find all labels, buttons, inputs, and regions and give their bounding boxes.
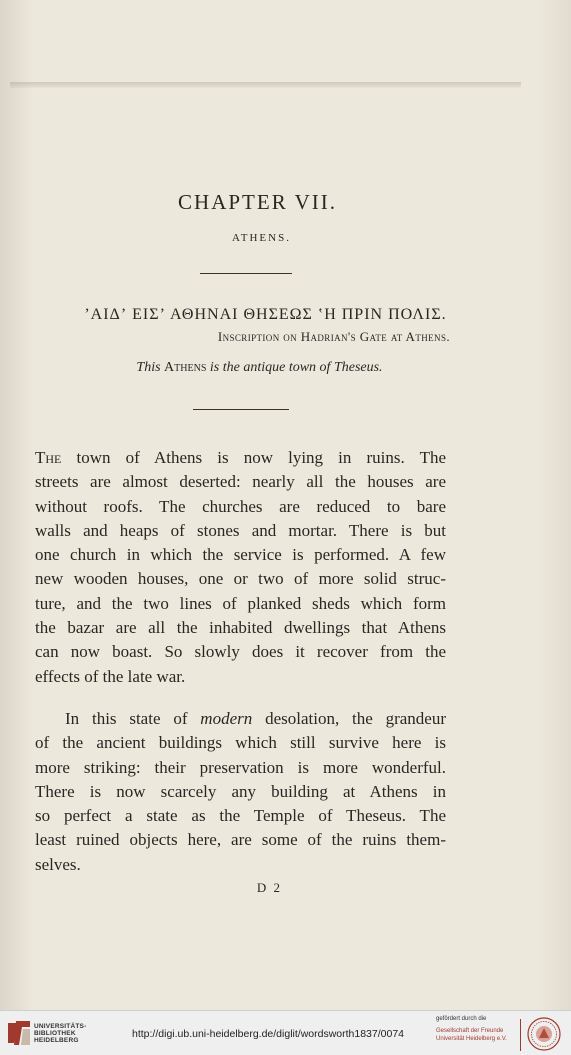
chapter-title: CHAPTER VII. [178,190,337,214]
paragraph-line: ture, and the two lines of planked sheds which form [35,593,446,613]
university-seal-icon[interactable] [527,1017,561,1051]
permalink-url[interactable]: http://digi.ub.uni-heidelberg.de/diglit/wordsworth1837/0074 [132,1028,405,1040]
paragraph-line: the bazar are all the inhabited dwellings that Athens [35,618,446,638]
paragraph-line: least ruined objects here, are some of the ruins them- [35,830,446,850]
epigraph-translation [0,360,545,376]
paragraph-line: walls and heaps of stones and mortar. There is but [35,520,446,540]
paragraph-line: streets are almost deserted: nearly all the houses are [35,472,446,492]
translation-athens: Athens [164,360,207,375]
paragraph-line: without roofs. The churches are reduced to bare [35,496,446,516]
chapter-subtitle: ATHENS. [232,232,291,244]
digital-library-footer [0,1010,571,1055]
paragraph-2 [35,707,446,877]
paragraph-line: In this state of modern desolation, the grandeur [65,709,446,728]
paragraph-1 [35,446,446,689]
paragraph-line: selves. [35,854,81,874]
paragraph-line: of the ancient buildings which still survive here is [35,733,446,753]
paragraph-line: so perfect a state as the Temple of Theseus. The [35,806,446,826]
paragraph-line: more striking: their preservation is more wonderful. [35,757,446,777]
paragraph-line: can now boast. So slowly does it recover from the [35,642,446,662]
paragraph-line: new wooden houses, one or two of more solid struc- [35,569,446,589]
page-fold-shadow [10,82,521,88]
inscription-caption: Inscription on Hadrian's Gate at Athens. [217,329,450,344]
divider-rule-bottom [193,409,289,410]
paragraph-line: one church in which the service is performed. A few [35,545,446,565]
translation-pre: This [136,360,165,375]
paragraph-line: There is now scarcely any building at Athens in [35,781,446,801]
sponsor-divider [520,1019,521,1051]
paragraph-line: effects of the late war. [35,666,186,686]
translation-post: is the antique town of Theseus. [206,360,383,375]
paragraph-line: The town of Athens is now lying in ruins. The [35,448,446,467]
sponsor-credit[interactable]: gefördert durch die Gesellschaft der Freunde Universität Heidelberg e.V. [436,1016,507,1042]
divider-rule-top [200,273,292,274]
signature-mark: D 2 [256,880,283,895]
university-library-logo-icon[interactable] [6,1019,32,1047]
greek-epigraph: ʼΑΙΔʼ ΕΙΣʼ ΑΘΗΝΑΙ ΘΗΣΕΩΣ ʽΗ ΠΡΙΝ ΠΟΛΙΣ. [84,306,447,323]
library-name: UNIVERSITÄTS- BIBLIOTHEK HEIDELBERG [34,1023,87,1044]
